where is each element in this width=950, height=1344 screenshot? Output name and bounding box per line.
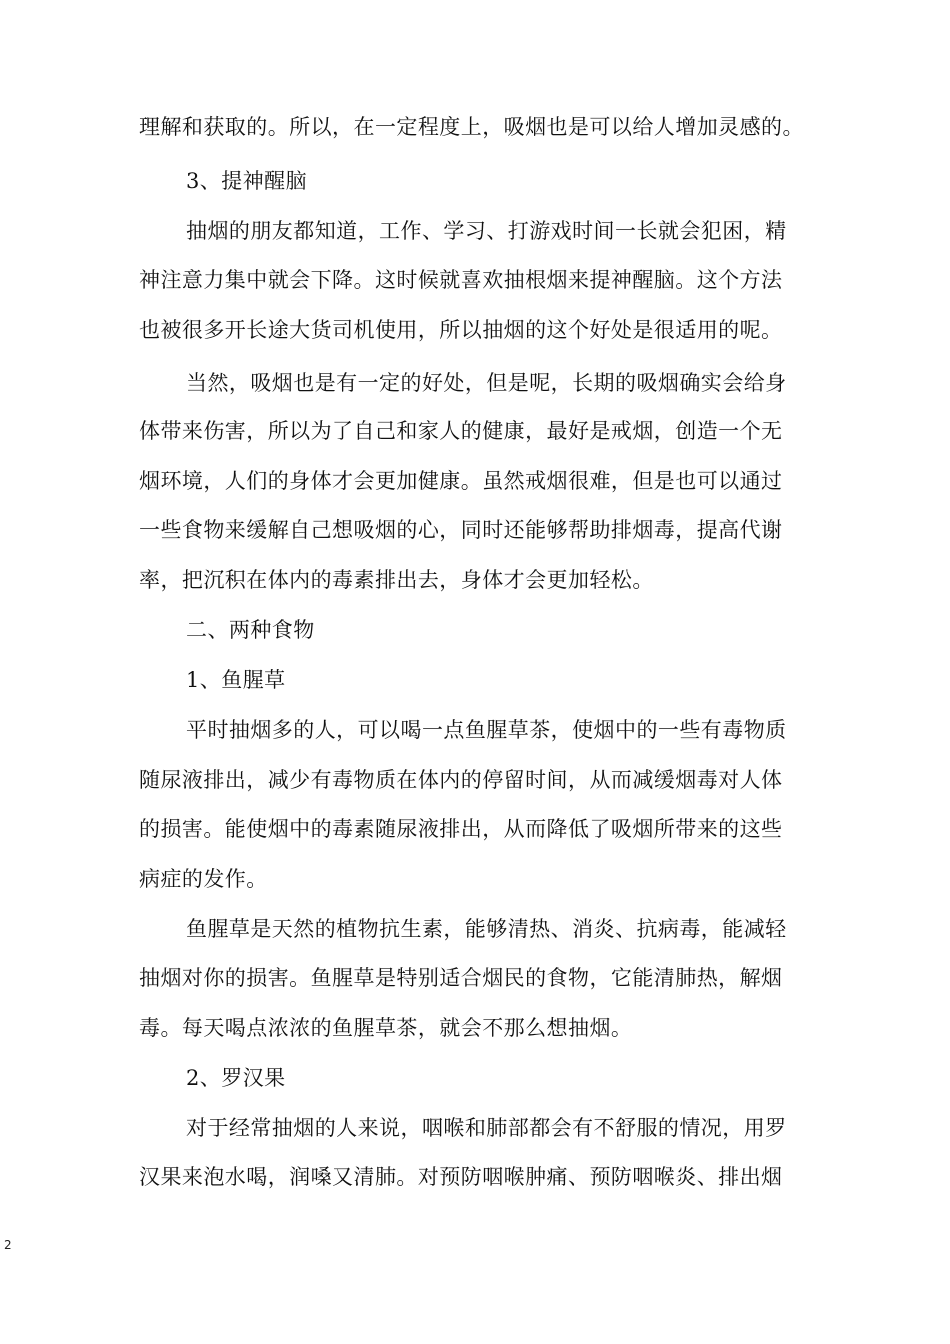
section-heading: 3、提神醒脑 xyxy=(186,169,308,193)
body-text-line: 当然，吸烟也是有一定的好处，但是呢，长期的吸烟确实会给身 xyxy=(186,371,787,395)
body-text-line: 烟环境，人们的身体才会更加健康。虽然戒烟很难，但是也可以通过 xyxy=(139,469,783,493)
body-text-line: 对于经常抽烟的人来说，咽喉和肺部都会有不舒服的情况，用罗 xyxy=(186,1116,787,1140)
section-heading: 2、罗汉果 xyxy=(186,1066,286,1090)
body-text-line: 理解和获取的。所以，在一定程度上，吸烟也是可以给人增加灵感的。 xyxy=(139,115,804,139)
body-text-line: 平时抽烟多的人，可以喝一点鱼腥草茶，使烟中的一些有毒物质 xyxy=(186,718,787,742)
body-text-line: 神注意力集中就会下降。这时候就喜欢抽根烟来提神醒脑。这个方法 xyxy=(139,268,783,292)
body-text-line: 体带来伤害，所以为了自己和家人的健康，最好是戒烟，创造一个无 xyxy=(139,419,783,443)
body-text-line: 也被很多开长途大货司机使用，所以抽烟的这个好处是很适用的呢。 xyxy=(139,318,783,342)
section-heading: 二、两种食物 xyxy=(186,618,315,642)
body-text-line: 率，把沉积在体内的毒素排出去，身体才会更加轻松。 xyxy=(139,568,654,592)
body-text-line: 一些食物来缓解自己想吸烟的心，同时还能够帮助排烟毒，提高代谢 xyxy=(139,518,783,542)
body-text-line: 汉果来泡水喝，润嗓又清肺。对预防咽喉肿痛、预防咽喉炎、排出烟 xyxy=(139,1165,783,1189)
body-text-line: 随尿液排出，减少有毒物质在体内的停留时间，从而减缓烟毒对人体 xyxy=(139,768,783,792)
page-number: 2 xyxy=(4,1238,12,1252)
body-text-line: 的损害。能使烟中的毒素随尿液排出，从而降低了吸烟所带来的这些 xyxy=(139,817,783,841)
body-text-line: 抽烟的朋友都知道，工作、学习、打游戏时间一长就会犯困，精 xyxy=(186,219,787,243)
body-text-line: 鱼腥草是天然的植物抗生素，能够清热、消炎、抗病毒，能减轻 xyxy=(186,917,787,941)
body-text-line: 抽烟对你的损害。鱼腥草是特别适合烟民的食物，它能清肺热，解烟 xyxy=(139,966,783,990)
body-text-line: 毒。每天喝点浓浓的鱼腥草茶，就会不那么想抽烟。 xyxy=(139,1016,633,1040)
section-heading: 1、鱼腥草 xyxy=(186,668,286,692)
body-text-line: 病症的发作。 xyxy=(139,867,268,891)
